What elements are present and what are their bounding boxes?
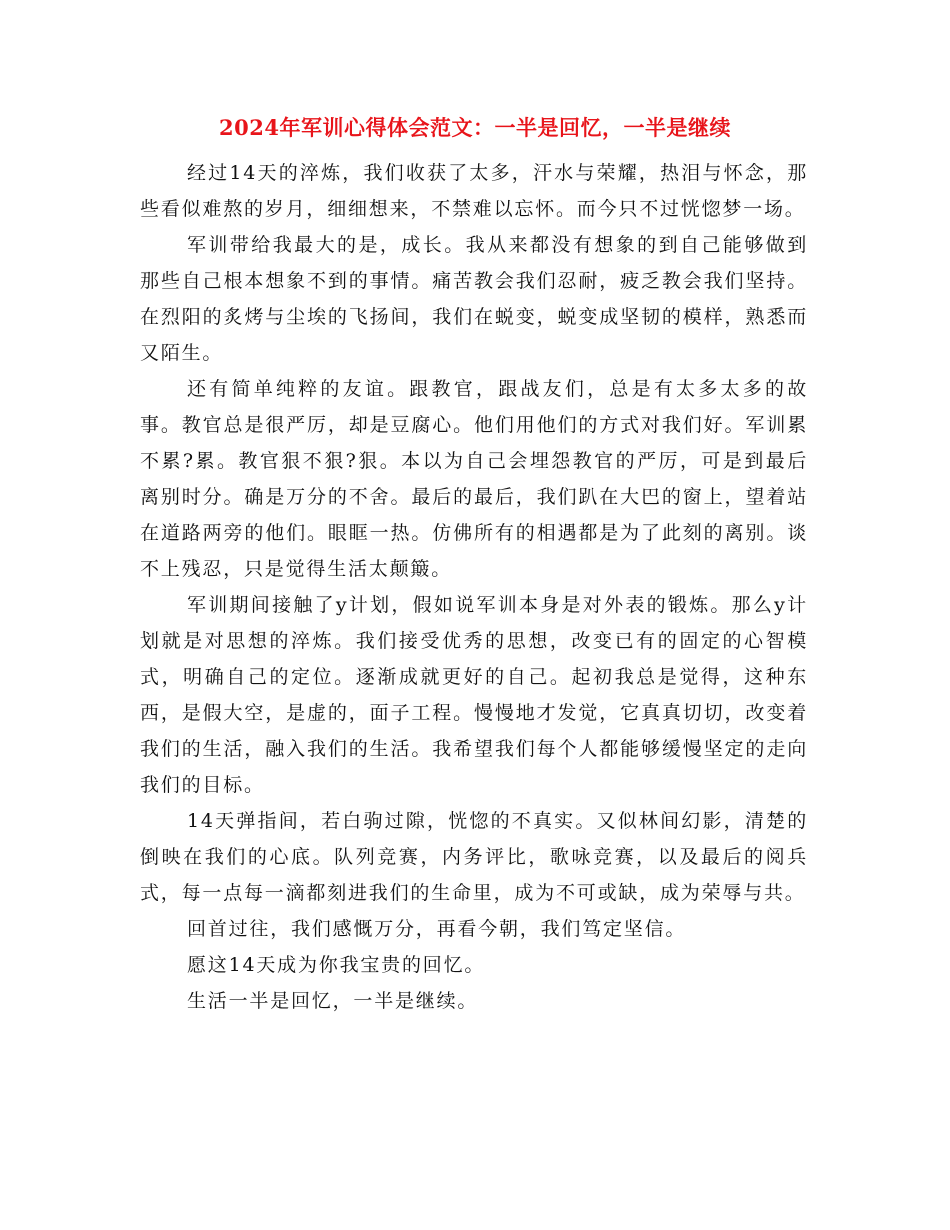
- paragraph-8: 生活一半是回忆，一半是继续。: [187, 990, 479, 1012]
- paragraph-3: 还有简单纯粹的友谊。跟教官，跟战友们，总是有太多太多的故事。教官总是很严厉，却是豆腐心。他们用他们的方式对我们好。军训累不累?累。教官狠不狠?狠。本以为自己会埋怨教官的严厉，可是到最后离别时分。确是万分的不舍。最后的最后，我们趴在大巴的窗上，望着站在道路两旁的他们。眼眶一热。仿佛所有的相遇都是为了此刻的离别。谈不上残忍，只是觉得生活太颠簸。: [140, 378, 808, 580]
- document-title: 2024年军训心得体会范文：一半是回忆，一半是继续: [219, 115, 731, 140]
- paragraph-6: 回首过往，我们感慨万分，再看今朝，我们笃定坚信。: [187, 918, 687, 940]
- paragraph-1: 经过14天的淬炼，我们收获了太多，汗水与荣耀，热泪与怀念，那些看似难熬的岁月，细细想来，不禁难以忘怀。而今只不过恍惚梦一场。: [140, 162, 808, 220]
- paragraph-5: 14天弹指间，若白驹过隙，恍惚的不真实。又似林间幻影，清楚的倒映在我们的心底。队列竞赛，内务评比，歌咏竞赛，以及最后的阅兵式，每一点每一滴都刻进我们的生命里，成为不可或缺，成为荣辱与共。: [140, 810, 808, 904]
- paragraph-4: 军训期间接触了y计划，假如说军训本身是对外表的锻炼。那么y计划就是对思想的淬炼。我们接受优秀的思想，改变已有的固定的心智模式，明确自己的定位。逐渐成就更好的自己。起初我总是觉得，这种东西，是假大空，是虚的，面子工程。慢慢地才发觉，它真真切切，改变着我们的生活，融入我们的生活。我希望我们每个人都能够缓慢坚定的走向我们的目标。: [140, 594, 808, 796]
- paragraph-7: 愿这14天成为你我宝贵的回忆。: [187, 954, 486, 976]
- document-body: [140, 155, 808, 1019]
- paragraph-2: 军训带给我最大的是，成长。我从来都没有想象的到自己能够做到那些自己根本想象不到的事情。痛苦教会我们忍耐，疲乏教会我们坚持。在烈阳的炙烤与尘埃的飞扬间，我们在蜕变，蜕变成坚韧的模样，熟悉而又陌生。: [140, 234, 808, 364]
